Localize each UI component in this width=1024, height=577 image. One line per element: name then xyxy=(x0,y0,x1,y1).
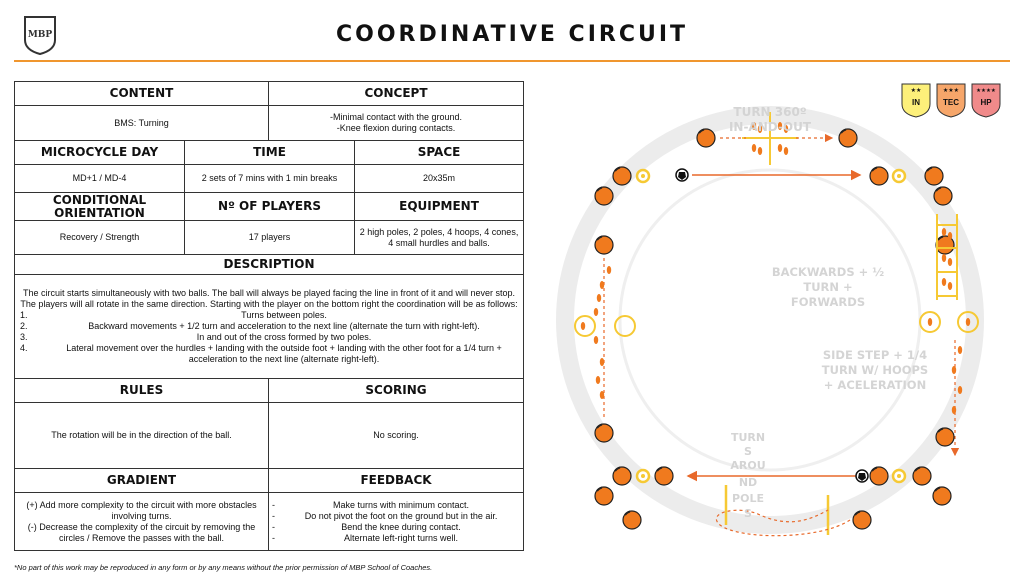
space-heading: SPACE xyxy=(355,141,524,165)
footstep xyxy=(966,318,970,326)
space-value: 20x35m xyxy=(355,165,524,193)
rules-heading: RULES xyxy=(15,379,269,403)
pole xyxy=(637,170,649,182)
description-intro: The circuit starts simultaneously with two balls. The ball will always be played facing the line in front of it and will never stop. The players will all rotate in the same direction. Starting with the player on the bottom right the coordination will be as follows: xyxy=(20,288,518,309)
equipment-value: 2 high poles, 2 poles, 4 hoops, 4 cones, 4 small hurdles and balls. xyxy=(355,221,524,255)
gradient-value xyxy=(15,493,269,551)
player xyxy=(870,467,888,485)
badge-in-stars: ★★ xyxy=(910,88,922,94)
footstep xyxy=(948,258,952,266)
player xyxy=(870,167,888,185)
player xyxy=(913,467,931,485)
feedback-value xyxy=(269,493,524,551)
feedback-item: - Do not pivot the foot on the ground but in the air. xyxy=(272,511,520,522)
player xyxy=(697,129,715,147)
label-sidestep-1: SIDE STEP + 1/4 xyxy=(822,348,928,362)
label-backwards-1: BACKWARDS + ½ xyxy=(771,265,885,279)
badge-hp-stars: ★★★★ xyxy=(976,88,996,94)
copyright-footer: *No part of this work may be reproduced in any form or by any means without the prior permission of MBP School of Coaches. xyxy=(14,563,433,572)
gradient-line-1: (+) Add more complexity to the circuit with more obstacles involving turns. xyxy=(26,499,257,521)
description-body xyxy=(15,275,524,379)
label-turns-1: TURN xyxy=(730,431,766,444)
title-divider xyxy=(14,60,1010,62)
content-value: BMS: Turning xyxy=(15,106,269,141)
player xyxy=(595,487,613,505)
footstep xyxy=(958,386,962,394)
pole xyxy=(637,470,649,482)
feedback-item: - Bend the knee during contact. xyxy=(272,522,520,533)
pole xyxy=(893,170,905,182)
players-heading: Nº OF PLAYERS xyxy=(185,193,355,221)
label-backwards-2: TURN + xyxy=(803,280,853,294)
label-sidestep-2: TURN W/ HOOPS xyxy=(821,363,929,377)
time-heading: TIME xyxy=(185,141,355,165)
player xyxy=(925,167,943,185)
badge-in-label: IN xyxy=(912,98,920,107)
player xyxy=(613,467,631,485)
badge-tec-label: TEC xyxy=(943,98,959,107)
label-turn360-1: TURN 360º xyxy=(733,105,807,119)
player xyxy=(936,428,954,446)
session-table xyxy=(14,81,524,551)
player xyxy=(655,467,673,485)
feedback-list xyxy=(272,500,520,544)
description-item: 4. Lateral movement over the hurdles + landing with the outside foot + landing with the other foot for a 1/4 turn + acceleration to the next line (alternate right-left). xyxy=(20,343,502,364)
footstep xyxy=(607,266,611,274)
players-value: 17 players xyxy=(185,221,355,255)
microcycle-heading: MICROCYCLE DAY xyxy=(15,141,185,165)
conditional-heading: CONDITIONAL ORIENTATION xyxy=(15,193,185,221)
footstep xyxy=(600,281,604,289)
footstep xyxy=(948,282,952,290)
badge-tec-stars: ★★★ xyxy=(942,88,960,94)
footstep xyxy=(784,147,788,155)
label-sidestep-3: + ACELERATION xyxy=(823,378,927,392)
hoop xyxy=(615,316,635,336)
footstep xyxy=(594,308,598,316)
footstep xyxy=(942,278,946,286)
gradient-heading: GRADIENT xyxy=(15,469,269,493)
player xyxy=(839,129,857,147)
time-value: 2 sets of 7 mins with 1 min breaks xyxy=(185,165,355,193)
footstep xyxy=(594,336,598,344)
player xyxy=(595,424,613,442)
feedback-heading: FEEDBACK xyxy=(269,469,524,493)
footstep xyxy=(581,322,585,330)
label-backwards-3: FORWARDS xyxy=(790,295,866,309)
concept-heading: CONCEPT xyxy=(269,82,524,106)
description-list xyxy=(18,310,520,365)
concept-line-2: -Knee flexion during contacts. xyxy=(336,123,456,133)
page-title: COORDINATIVE CIRCUIT xyxy=(335,22,689,47)
footstep xyxy=(952,366,956,374)
label-turns-4: ND xyxy=(738,476,758,489)
label-turns-5: POLE xyxy=(732,492,764,505)
label-turns-6: S xyxy=(744,507,752,520)
pole xyxy=(893,470,905,482)
microcycle-value: MD+1 / MD-4 xyxy=(15,165,185,193)
concept-line-1: -Minimal contact with the ground. xyxy=(329,112,463,122)
footstep xyxy=(778,144,782,152)
footstep xyxy=(600,391,604,399)
label-turns-3: AROU xyxy=(730,459,766,472)
label-turn360-2: IN-AND-OUT xyxy=(728,120,812,134)
description-heading: DESCRIPTION xyxy=(15,255,524,275)
footstep xyxy=(600,358,604,366)
footstep xyxy=(752,144,756,152)
footstep xyxy=(942,228,946,236)
footstep xyxy=(952,406,956,414)
player xyxy=(934,187,952,205)
description-item: 1. Turns between poles. xyxy=(20,310,327,320)
badge-hp-label: HP xyxy=(980,98,992,107)
conditional-value: Recovery / Strength xyxy=(15,221,185,255)
footstep xyxy=(942,254,946,262)
description-item: 3. In and out of the cross formed by two poles. xyxy=(20,332,372,342)
equipment-heading: EQUIPMENT xyxy=(355,193,524,221)
label-turns-2: S xyxy=(744,445,752,458)
footstep xyxy=(758,147,762,155)
footstep xyxy=(597,294,601,302)
watermark-inner-circle xyxy=(620,170,920,470)
scoring-heading: SCORING xyxy=(269,379,524,403)
footstep xyxy=(948,232,952,240)
footstep xyxy=(596,376,600,384)
scoring-value: No scoring. xyxy=(269,403,524,469)
player xyxy=(623,511,641,529)
gradient-line-2: (-) Decrease the complexity of the circuit by removing the circles / Remove the passes with the ball. xyxy=(27,521,256,543)
player xyxy=(595,236,613,254)
player xyxy=(595,187,613,205)
player xyxy=(933,487,951,505)
feedback-item: - Make turns with minimum contact. xyxy=(272,500,520,511)
footstep xyxy=(928,318,932,326)
feedback-item: - Alternate left-right turns well. xyxy=(272,533,520,544)
player xyxy=(853,511,871,529)
circuit-diagram xyxy=(530,78,1020,556)
description-item: 2. Backward movements + 1/2 turn and acceleration to the next line (alternate the turn with right-left). xyxy=(20,321,480,331)
footstep xyxy=(958,346,962,354)
concept-value xyxy=(269,106,524,141)
player xyxy=(613,167,631,185)
logo-text: MBP xyxy=(27,30,53,40)
rules-value: The rotation will be in the direction of the ball. xyxy=(15,403,269,469)
content-heading: CONTENT xyxy=(15,82,269,106)
